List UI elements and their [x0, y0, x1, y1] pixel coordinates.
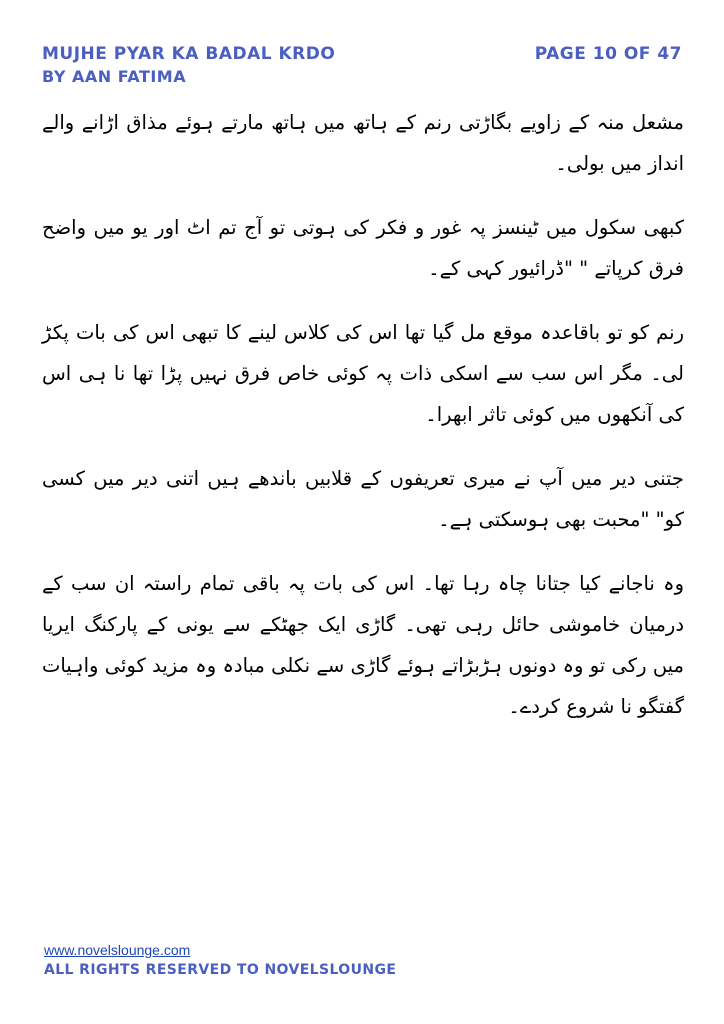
paragraph-4: جتنی دیر میں آپ نے میری تعریفوں کے قلابیں باندھے ہیں اتنی دیر میں کسی کو" "محبت بھی ہوسکتی ہے۔ — [42, 467, 684, 531]
paragraph-3: رنم کو تو باقاعدہ موقع مل گیا تھا اس کی کلاس لینے کا تبھی اس کی بات پکڑ لی۔ مگر اس سب سے اسکی ذات پہ کوئی خاص فرق نہیں پڑا تھا نا ہی اس کی آنکھوں میں کوئی تاثر ابھرا۔ — [42, 321, 684, 426]
paragraph-1: مشعل منہ کے زاویے بگاڑتی رنم کے ہاتھ میں ہاتھ مارتے ہوئے مذاق اڑانے والے انداز میں بولی۔ — [42, 111, 684, 175]
paragraph-2: کبھی سکول میں ٹینسز پہ غور و فکر کی ہوتی تو آج تم اٹ اور یو میں واضح فرق کرپاتے " "ڈرائیور کہی کے۔ — [42, 216, 684, 280]
novel-title: MUJHE PYAR KA BADAL KRDO — [42, 44, 336, 64]
page-number: PAGE 10 OF 47 — [534, 44, 682, 64]
website-link[interactable]: www.novelslounge.com — [44, 942, 191, 958]
story-text — [42, 102, 684, 727]
rights-notice: ALL RIGHTS RESERVED TO NOVELSLOUNGE — [44, 962, 397, 978]
paragraph-5: وہ ناجانے کیا جتانا چاہ رہا تھا۔ اس کی بات پہ باقی تمام راستہ ان سب کے درمیان خاموشی حائل رہی تھی۔ گاڑی ایک جھٹکے سے یونی کے پارکنگ ایریا میں رکی تو وہ دونوں ہڑبڑاتے ہوئے گاڑی سے نکلی مبادہ وہ مزید کوئی واہیات گفتگو نا شروع کردے۔ — [42, 572, 684, 718]
author-name: BY AAN FATIMA — [42, 67, 187, 86]
